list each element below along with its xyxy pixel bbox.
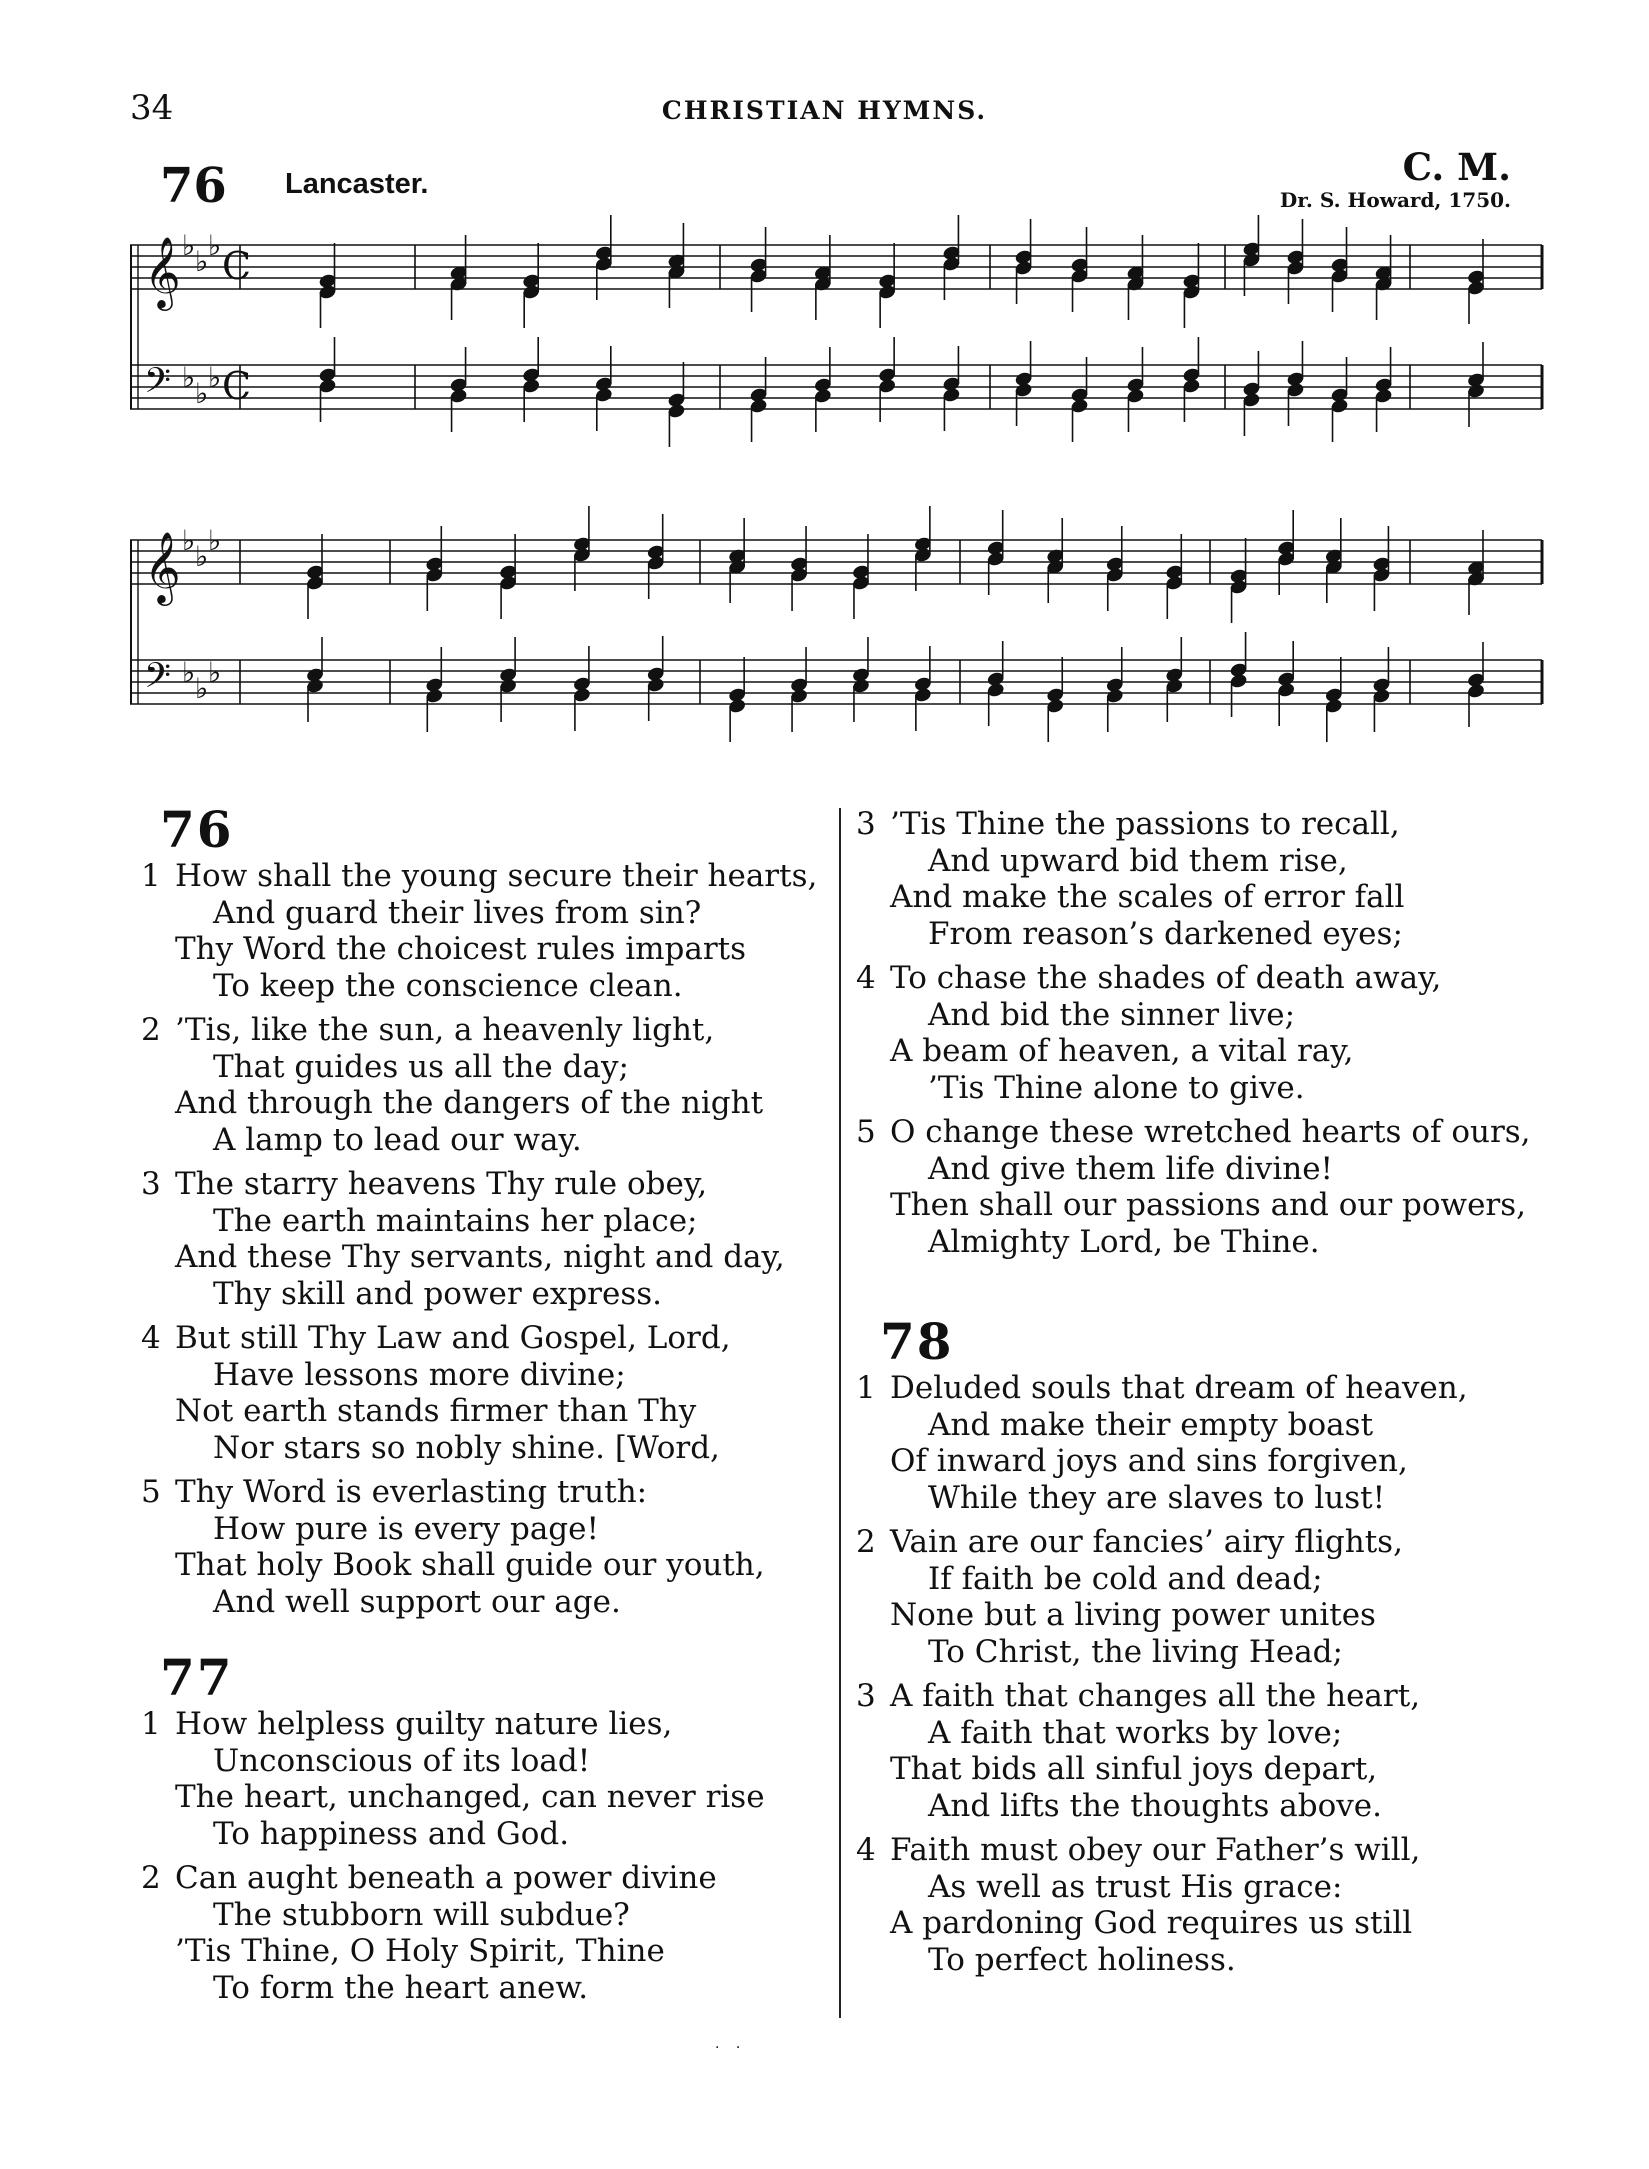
- verse-line: Vain are our fancies’ airy flights,: [890, 1524, 1403, 1560]
- stanza-number: 1: [856, 1370, 876, 1406]
- hymn-78-text: [856, 1370, 1468, 1986]
- verse-line: None but a living power unites: [890, 1597, 1376, 1633]
- verse-line: ’Tis Thine alone to give.: [928, 1069, 1305, 1106]
- verse-line: To form the heart anew.: [213, 1969, 589, 2006]
- verse-line: That holy Book shall guide our youth,: [175, 1547, 765, 1583]
- verse-line: Thy skill and power express.: [213, 1275, 663, 1312]
- stanza: [856, 1114, 1531, 1260]
- verse-line: If faith be cold and dead;: [928, 1560, 1323, 1597]
- svg-text:♭: ♭: [182, 361, 196, 394]
- stanza: [856, 1370, 1468, 1516]
- verse-line: The stubborn will subdue?: [213, 1896, 630, 1933]
- svg-text:♭: ♭: [182, 656, 196, 689]
- tune-name: Lancaster.: [285, 168, 429, 200]
- stanza-number: 2: [141, 1012, 161, 1048]
- verse-line: A beam of heaven, a vital ray,: [890, 1033, 1354, 1069]
- svg-text:♭: ♭: [195, 245, 209, 278]
- printer-marks: · ·: [715, 2040, 747, 2056]
- verse-line: As well as trust His grace:: [928, 1868, 1343, 1905]
- verse-line: Almighty Lord, be Thine.: [928, 1223, 1320, 1260]
- stanza: [856, 1524, 1468, 1670]
- tune-number: 76: [160, 158, 227, 214]
- hymn-number-77: 77: [160, 1648, 234, 1707]
- verse-line: ’Tis Thine the passions to recall,: [890, 806, 1400, 842]
- verse-line: And make the scales of error fall: [890, 879, 1405, 915]
- stanza-number: 5: [856, 1114, 876, 1150]
- column-divider: [839, 808, 841, 2018]
- verse-line: ’Tis Thine, O Holy Spirit, Thine: [175, 1933, 665, 1969]
- verse-line: Can aught beneath a power divine: [175, 1860, 717, 1896]
- verse-line: Faith must obey our Father’s will,: [890, 1832, 1421, 1868]
- svg-text:𝄢: 𝄢: [144, 360, 172, 409]
- stanza-number: 2: [141, 1860, 161, 1896]
- running-title: CHRISTIAN HYMNS.: [661, 96, 988, 125]
- stanza: [141, 1166, 817, 1312]
- verse-line: To perfect holiness.: [928, 1941, 1236, 1978]
- verse-line: Nor stars so nobly shine. [Word,: [213, 1429, 720, 1466]
- svg-text:𝄢: 𝄢: [144, 655, 172, 704]
- verse-line: Have lessons more divine;: [213, 1356, 626, 1393]
- hymn-77-text-right: [856, 806, 1531, 1268]
- verse-line: How helpless guilty nature lies,: [175, 1706, 673, 1742]
- verse-line: To Christ, the living Head;: [928, 1633, 1343, 1670]
- verse-line: To chase the shades of death away,: [890, 960, 1442, 996]
- stanza: [856, 1678, 1468, 1824]
- verse-line: To happiness and God.: [213, 1815, 570, 1852]
- verse-line: How pure is every page!: [213, 1510, 599, 1547]
- verse-line: How shall the young secure their hearts,: [175, 858, 818, 894]
- stanza: [856, 806, 1531, 952]
- verse-line: That guides us all the day;: [213, 1048, 629, 1085]
- svg-text:𝄞: 𝄞: [144, 235, 181, 308]
- stanza-number: 1: [141, 858, 161, 894]
- verse-line: And make their empty boast: [928, 1406, 1374, 1443]
- svg-text:♭: ♭: [195, 377, 209, 410]
- stanza: [141, 1860, 765, 2006]
- verse-line: Deluded souls that dream of heaven,: [890, 1370, 1468, 1406]
- verse-line: That bids all sinful joys depart,: [890, 1751, 1378, 1787]
- music-score: [130, 215, 1560, 815]
- hymn-number-78: 78: [880, 1312, 954, 1371]
- svg-text:C: C: [222, 364, 252, 408]
- stanza-number: 4: [141, 1320, 161, 1356]
- svg-text:♭: ♭: [195, 672, 209, 705]
- stanza: [141, 1474, 817, 1620]
- verse-line: ’Tis, like the sun, a heavenly light,: [175, 1012, 715, 1048]
- meter-label: C. M.: [1402, 145, 1511, 189]
- verse-line: Then shall our passions and our powers,: [890, 1187, 1527, 1223]
- stanza-number: 3: [856, 806, 876, 842]
- hymn-number-76: 76: [160, 800, 234, 859]
- hymn-77-text-left: [141, 1706, 765, 2014]
- svg-text:♭: ♭: [208, 361, 222, 394]
- stanza: [141, 1320, 817, 1466]
- verse-line: O change these wretched hearts of ours,: [890, 1114, 1531, 1150]
- verse-line: And lifts the thoughts above.: [928, 1787, 1382, 1824]
- verse-line: Thy Word the choicest rules imparts: [175, 931, 747, 967]
- stanza: [141, 1012, 817, 1158]
- verse-line: And guard their lives from sin?: [213, 894, 702, 931]
- svg-text:♭: ♭: [208, 656, 222, 689]
- svg-text:♭: ♭: [208, 524, 222, 557]
- verse-line: A lamp to lead our way.: [213, 1121, 582, 1158]
- stanza-number: 4: [856, 960, 876, 996]
- stanza-number: 1: [141, 1706, 161, 1742]
- verse-line: To keep the conscience clean.: [213, 967, 683, 1004]
- stanza-number: 3: [141, 1166, 161, 1202]
- page-number: 34: [130, 88, 174, 128]
- stanza-number: 3: [856, 1678, 876, 1714]
- verse-line: The heart, unchanged, can never rise: [175, 1779, 765, 1815]
- stanza: [856, 960, 1531, 1106]
- svg-text:C: C: [222, 244, 252, 288]
- stanza-number: 4: [856, 1832, 876, 1868]
- svg-text:𝄞: 𝄞: [144, 530, 181, 603]
- verse-line: And bid the sinner live;: [928, 996, 1296, 1033]
- verse-line: And these Thy servants, night and day,: [175, 1239, 785, 1275]
- verse-line: And well support our age.: [213, 1583, 621, 1620]
- svg-text:♭: ♭: [182, 229, 196, 262]
- composer-credit: Dr. S. Howard, 1750.: [1279, 188, 1511, 212]
- svg-text:♭: ♭: [208, 229, 222, 262]
- verse-line: And through the dangers of the night: [175, 1085, 764, 1121]
- svg-text:♭: ♭: [195, 540, 209, 573]
- stanza: [141, 858, 818, 1004]
- stanza-number: 2: [856, 1524, 876, 1560]
- verse-line: The starry heavens Thy rule obey,: [175, 1166, 708, 1202]
- verse-line: A pardoning God requires us still: [890, 1905, 1413, 1941]
- verse-line: And upward bid them rise,: [928, 842, 1348, 879]
- stanza-number: 5: [141, 1474, 161, 1510]
- verse-line: While they are slaves to lust!: [928, 1479, 1386, 1516]
- hymn-76-text: [141, 858, 818, 1628]
- svg-text:♭: ♭: [182, 524, 196, 557]
- verse-line: Of inward joys and sins forgiven,: [890, 1443, 1408, 1479]
- verse-line: But still Thy Law and Gospel, Lord,: [175, 1320, 731, 1356]
- stanza: [856, 1832, 1468, 1978]
- stanza: [141, 1706, 765, 1852]
- verse-line: Thy Word is everlasting truth:: [175, 1474, 648, 1510]
- verse-line: Unconscious of its load!: [213, 1742, 591, 1779]
- verse-line: A faith that changes all the heart,: [890, 1678, 1421, 1714]
- verse-line: The earth maintains her place;: [213, 1202, 698, 1239]
- verse-line: From reason’s darkened eyes;: [928, 915, 1403, 952]
- verse-line: Not earth stands firmer than Thy: [175, 1393, 697, 1429]
- verse-line: A faith that works by love;: [928, 1714, 1343, 1751]
- verse-line: And give them life divine!: [928, 1150, 1333, 1187]
